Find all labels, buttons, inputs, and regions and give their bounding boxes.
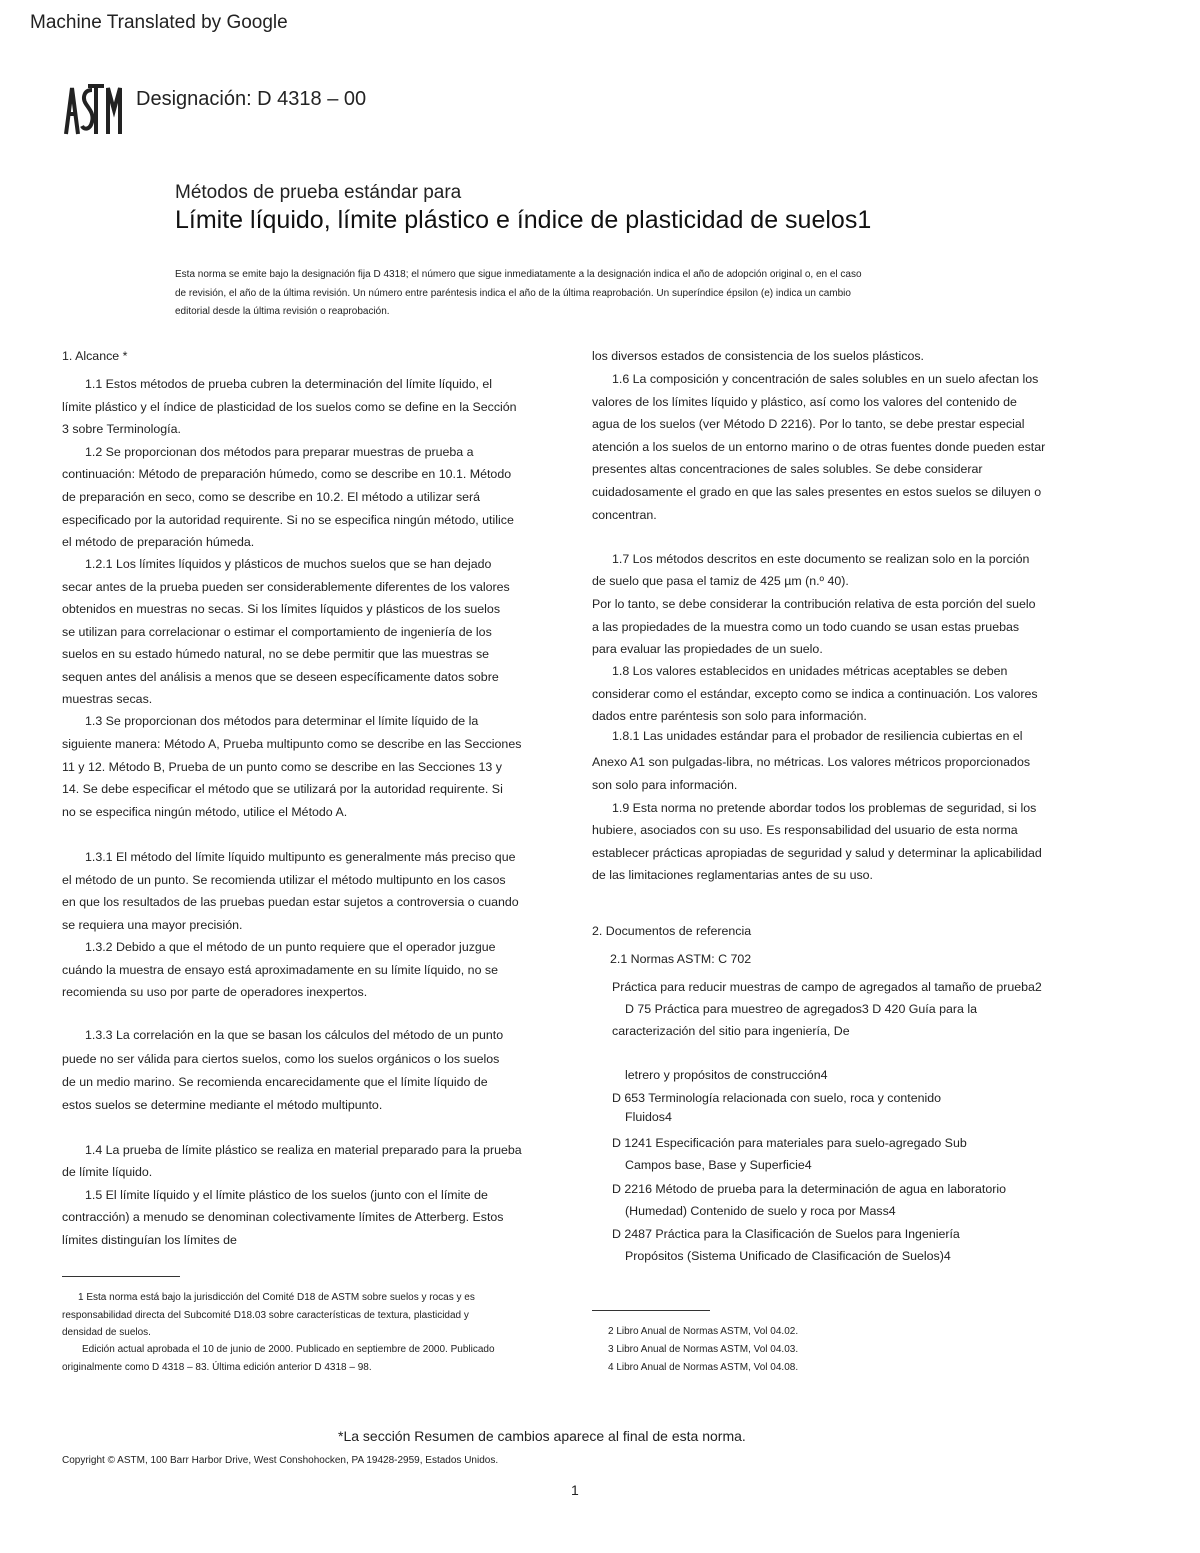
- text-line: de un medio marino. Se recomienda encarecidamente que el límite líquido de: [62, 1075, 488, 1089]
- text-line: se requiera una mayor precisión.: [62, 918, 243, 932]
- text-line: 1.3.2 Debido a que el método de un punto requiere que el operador juzgue: [85, 940, 496, 954]
- text-line: (Humedad) Contenido de suelo y roca por Mass4: [625, 1204, 896, 1218]
- footnote-line: originalmente como D 4318 – 83. Última edición anterior D 4318 – 98.: [62, 1362, 372, 1373]
- footnote-rule: [592, 1310, 710, 1311]
- text-line: presentes altas concentraciones de sales solubles. Se debe considerar: [592, 462, 983, 476]
- text-line: Por lo tanto, se debe considerar la contribución relativa de esta porción del suelo: [592, 597, 1036, 611]
- intro-paragraph: [175, 266, 975, 322]
- footnote-line: 2 Libro Anual de Normas ASTM, Vol 04.02.: [608, 1326, 799, 1337]
- text-line: Propósitos (Sistema Unificado de Clasificación de Suelos)4: [625, 1249, 951, 1263]
- text-line: 1.6 La composición y concentración de sales solubles en un suelo afectan los: [612, 372, 1039, 386]
- page-title: Límite líquido, límite plástico e índice de plasticidad de suelos1: [175, 206, 872, 234]
- text-line: Anexo A1 son pulgadas-libra, no métricas. Los valores métricos proporcionados: [592, 755, 1031, 769]
- text-line: valores de los límites líquido y plástico, así como los valores del contenido de: [592, 395, 1017, 409]
- designation: Designación: D 4318 – 00: [136, 88, 367, 110]
- text-line: contracción) a menudo se denominan colectivamente límites de Atterberg. Estos: [62, 1210, 504, 1224]
- text-line: 1.5 El límite líquido y el límite plástico de los suelos (junto con el límite de: [85, 1188, 488, 1202]
- text-line: Práctica para reducir muestras de campo de agregados al tamaño de prueba2: [612, 980, 1042, 994]
- text-line: Fluidos4: [625, 1110, 672, 1124]
- text-line: límites distinguían los límites de: [62, 1233, 237, 1247]
- text-line: límite plástico y el índice de plasticidad de los suelos como se define en la Sección: [62, 400, 517, 414]
- text-line: especificado por la autoridad requirente. Si no se especifica ningún método, utilice: [62, 513, 514, 527]
- text-line: siguiente manera: Método A, Prueba multipunto como se describe en las Secciones: [62, 737, 522, 751]
- text-line: sequen antes del análisis a menos que se deseen específicamente datos sobre: [62, 670, 499, 684]
- text-line: a las propiedades de la muestra como un todo cuando se usan estas pruebas: [592, 620, 1020, 634]
- text-line: 1.3.1 El método del límite líquido multipunto es generalmente más preciso que: [85, 850, 516, 864]
- text-line: los diversos estados de consistencia de los suelos plásticos.: [592, 349, 924, 363]
- text-line: no se especifica ningún método, utilice el Método A.: [62, 805, 348, 819]
- text-line: Campos base, Base y Superficie4: [625, 1158, 812, 1172]
- footnote-line: Edición actual aprobada el 10 de junio de 2000. Publicado en septiembre de 2000. Publicado: [82, 1344, 495, 1355]
- text-line: 1.3 Se proporcionan dos métodos para determinar el límite líquido de la: [85, 714, 479, 728]
- text-line: recomienda su uso por parte de operadores inexpertos.: [62, 985, 368, 999]
- section-heading-references: 2. Documentos de referencia: [592, 924, 752, 938]
- text-line: para evaluar las propiedades de un suelo.: [592, 642, 823, 656]
- text-line: 1.8 Los valores establecidos en unidades métricas aceptables se deben: [612, 664, 1008, 678]
- text-line: se utilizan para correlacionar o estimar el comportamiento de ingeniería de los: [62, 625, 492, 639]
- text-line: 1.3.3 La correlación en la que se basan los cálculos del método de un punto: [85, 1028, 504, 1042]
- text-line: D 75 Práctica para muestreo de agregados3 D 420 Guía para la: [625, 1002, 977, 1016]
- text-line: puede no ser válida para ciertos suelos, como los suelos orgánicos o los suelos: [62, 1052, 500, 1066]
- text-line: 3 sobre Terminología.: [62, 422, 181, 436]
- footnote-line: 1 Esta norma está bajo la jurisdicción del Comité D18 de ASTM sobre suelos y rocas y es: [78, 1292, 475, 1303]
- astm-logo: [62, 80, 124, 138]
- footnote-line: responsabilidad directa del Subcomité D18.03 sobre características de textura, plasticidad y: [62, 1310, 469, 1321]
- text-line: atención a los suelos de un entorno marino o de otras fuentes donde pueden estar: [592, 440, 1046, 454]
- text-line: D 653 Terminología relacionada con suelo, roca y contenido: [612, 1091, 942, 1105]
- text-line: estos suelos se determine mediante el método multipunto.: [62, 1098, 383, 1112]
- footnote-line: densidad de suelos.: [62, 1327, 151, 1338]
- summary-note: *La sección Resumen de cambios aparece al final de esta norma.: [338, 1428, 746, 1444]
- text-line: considerar como el estándar, excepto como se indica a continuación. Los valores: [592, 687, 1038, 701]
- intro-line: Esta norma se emite bajo la designación fija D 4318; el número que sigue inmediatamente a la designación indica el año de adopción original o, en el caso: [175, 269, 862, 280]
- footnote-line: 3 Libro Anual de Normas ASTM, Vol 04.03.: [608, 1344, 799, 1355]
- text-line: dados entre paréntesis son solo para información.: [592, 709, 867, 723]
- intro-line: de revisión, el año de la última revisión. Un número entre paréntesis indica el año de la última reaprobación. Un superíndice épsilon (e) indica un cambio: [175, 287, 851, 299]
- text-line: establecer prácticas apropiadas de seguridad y salud y determinar la aplicabilidad: [592, 846, 1042, 860]
- text-line: continuación: Método de preparación húmedo, como se describe en 10.1. Método: [62, 467, 512, 481]
- text-line: en que los resultados de las pruebas puedan estar sujetos a controversia o cuando: [62, 895, 519, 909]
- text-line: concentran.: [592, 508, 657, 522]
- text-line: agua de los suelos (ver Método D 2216). Por lo tanto, se debe prestar especial: [592, 417, 1025, 431]
- text-line: secar antes de la prueba pueden ser considerablemente diferentes de los valores: [62, 580, 510, 594]
- text-line: de límite líquido.: [62, 1165, 153, 1179]
- text-line: 1.9 Esta norma no pretende abordar todos los problemas de seguridad, si los: [612, 801, 1037, 815]
- footnote-rule: [62, 1276, 180, 1277]
- text-line: D 2216 Método de prueba para la determinación de agua en laboratorio: [612, 1182, 1007, 1196]
- text-line: 1.8.1 Las unidades estándar para el probador de resiliencia cubiertas en el: [612, 729, 1023, 743]
- machine-translated-label: Machine Translated by Google: [30, 12, 288, 33]
- text-line: 1.4 La prueba de límite plástico se realiza en material preparado para la prueba: [85, 1143, 522, 1157]
- text-line: 1.2.1 Los límites líquidos y plásticos de muchos suelos que se han dejado: [85, 557, 492, 571]
- text-line: son solo para información.: [592, 778, 738, 792]
- text-line: suelos en su estado húmedo natural, no se debe permitir que las muestras se: [62, 647, 490, 661]
- text-line: 1.1 Estos métodos de prueba cubren la determinación del límite líquido, el: [85, 377, 493, 391]
- text-line: de suelo que pasa el tamiz de 425 µm (n.º 40).: [592, 574, 849, 588]
- text-line: obtenidos en muestras no secas. Si los límites líquidos y plásticos de los suelos: [62, 602, 501, 616]
- text-line: 14. Se debe especificar el método que se utilizará por la autoridad requirente. Si: [62, 782, 503, 796]
- section-heading-scope: 1. Alcance *: [62, 349, 128, 363]
- text-line: cuidadosamente el grado en que las sales presentes en estos suelos se diluyen o: [592, 485, 1042, 499]
- text-line: el método de un punto. Se recomienda utilizar el método multipunto en los casos: [62, 873, 506, 887]
- text-line: 1.7 Los métodos descritos en este documento se realizan solo en la porción: [612, 552, 1030, 566]
- text-line: caracterización del sitio para ingeniería, De: [612, 1024, 850, 1038]
- page-number: 1: [571, 1482, 579, 1498]
- copyright: Copyright © ASTM, 100 Barr Harbor Drive, West Conshohocken, PA 19428-2959, Estados Unidos.: [62, 1455, 499, 1466]
- text-line: 1.2 Se proporcionan dos métodos para preparar muestras de prueba a: [85, 445, 474, 459]
- text-line: el método de preparación húmeda.: [62, 535, 255, 549]
- text-line: de las limitaciones reglamentarias antes de su uso.: [592, 868, 874, 882]
- text-line: de preparación en seco, como se describe en 10.2. El método a utilizar será: [62, 490, 481, 504]
- footnote-line: 4 Libro Anual de Normas ASTM, Vol 04.08.: [608, 1362, 799, 1373]
- text-line: cuándo la muestra de ensayo está aproximadamente en su límite líquido, no se: [62, 963, 498, 977]
- text-line: hubiere, asociados con su uso. Es responsabilidad del usuario de esta norma: [592, 823, 1018, 837]
- text-line: 2.1 Normas ASTM: C 702: [610, 952, 752, 966]
- text-line: letrero y propósitos de construcción4: [625, 1068, 828, 1082]
- intro-line: editorial desde la última revisión o reaprobación.: [175, 306, 390, 317]
- text-line: 11 y 12. Método B, Prueba de un punto como se describe en las Secciones 13 y: [62, 760, 502, 774]
- text-line: D 1241 Especificación para materiales para suelo-agregado Sub: [612, 1136, 967, 1150]
- text-line: D 2487 Práctica para la Clasificación de Suelos para Ingeniería: [612, 1227, 960, 1241]
- text-line: muestras secas.: [62, 692, 153, 706]
- subtitle: Métodos de prueba estándar para: [175, 182, 462, 203]
